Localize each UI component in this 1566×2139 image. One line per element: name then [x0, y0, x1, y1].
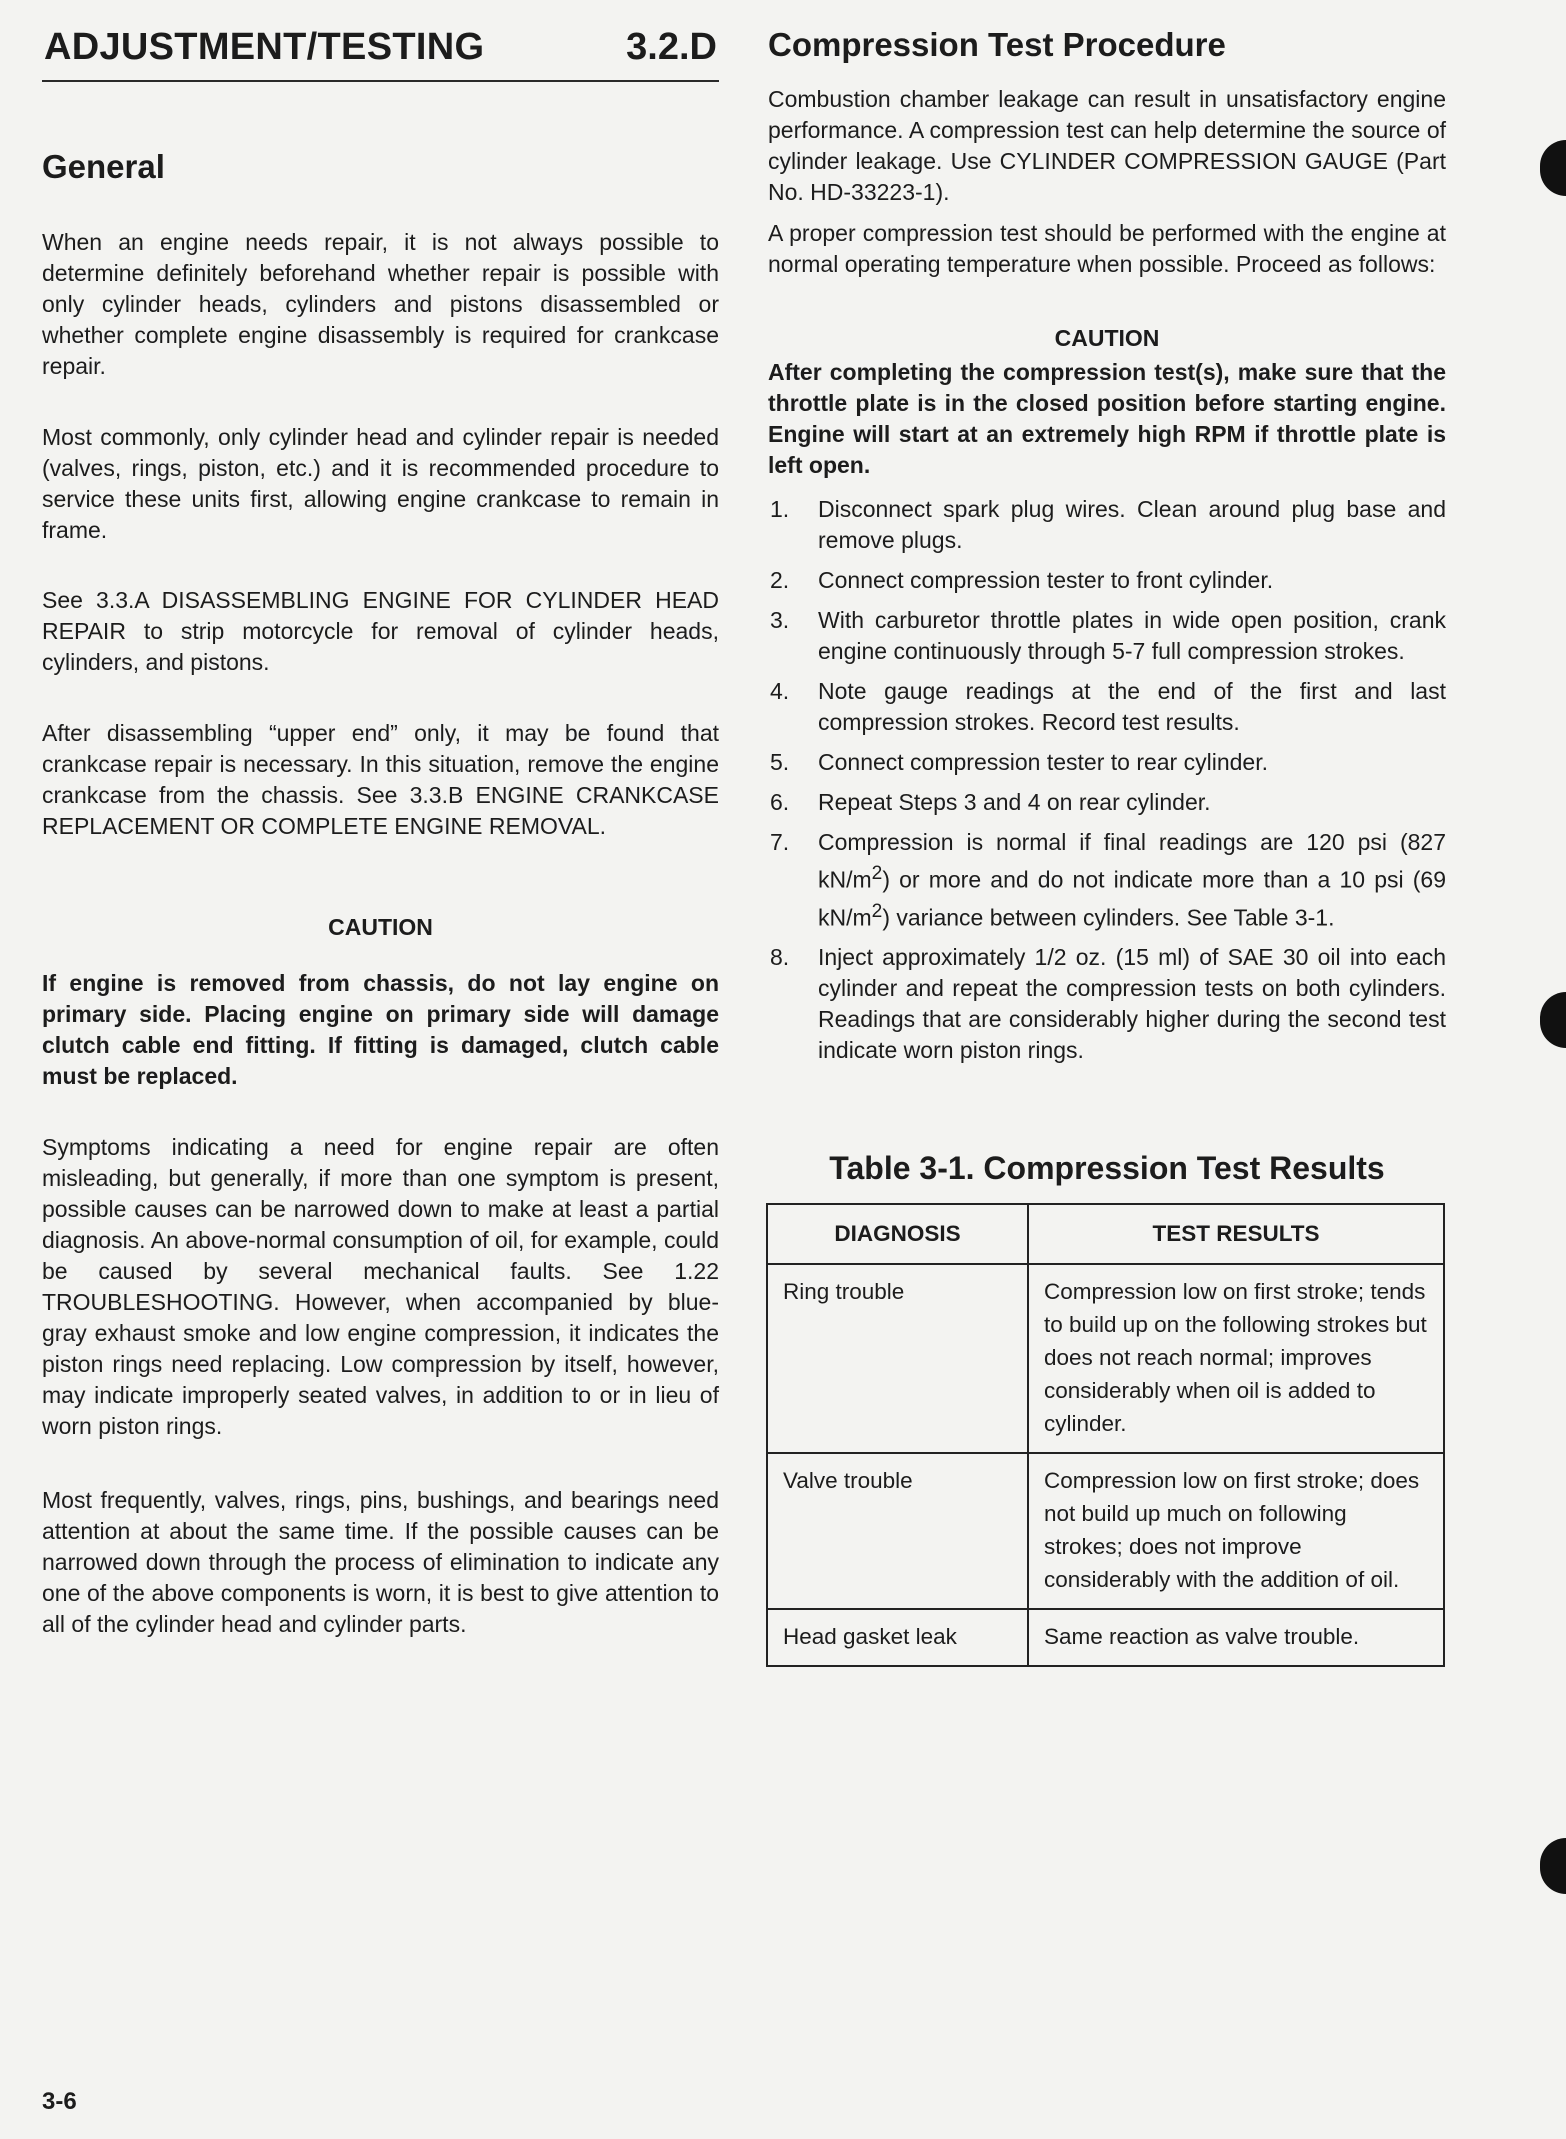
step-text: Compression is normal if final readings are 120 psi (827 kN/m: [818, 829, 1446, 893]
section-number: 3.2.D: [626, 26, 717, 68]
caution-text: After completing the compression test(s), make sure that the throttle plate is in the closed position before starting engine. Engine will start at an extremely high RPM if throttle plate is left open.: [768, 359, 1446, 478]
procedure-step: [768, 827, 1446, 933]
index-tab-mark: [1540, 1838, 1566, 1894]
procedure-step: [768, 565, 1446, 596]
step-text: Note gauge readings at the end of the first and last compression strokes. Record test results.: [818, 678, 1446, 735]
table-row: [767, 1609, 1444, 1666]
step-number: 6.: [770, 789, 790, 815]
general-paragraph: Most frequently, valves, rings, pins, bushings, and bearings need attention at about the same time. If the possible causes can be narrowed down through the process of elimination to indicate any one of the above components is worn, it is best to give attention to all of the cylinder head and cylinder parts.: [42, 1487, 719, 1637]
step-number: 1.: [770, 496, 790, 522]
general-paragraph: See 3.3.A DISASSEMBLING ENGINE FOR CYLINDER HEAD REPAIR to strip motorcycle for removal of cylinder heads, cylinders, and pistons.: [42, 587, 719, 675]
page-header: [42, 26, 719, 82]
compression-results-table: [766, 1203, 1445, 1667]
result-cell: Compression low on first stroke; tends to build up on the following strokes but does not reach normal; improves considerably when oil is added to cylinder.: [1028, 1264, 1444, 1453]
general-paragraph: Most commonly, only cylinder head and cylinder repair is needed (valves, rings, piston, etc.) and it is recommended procedure to service these units first, allowing engine crankcase to remain in frame.: [42, 424, 719, 543]
compression-intro: A proper compression test should be performed with the engine at normal operating temperature when possible. Proceed as follows:: [768, 220, 1446, 277]
column-header-diagnosis: DIAGNOSIS: [767, 1204, 1028, 1264]
step-text: Connect compression tester to front cylinder.: [818, 567, 1274, 593]
caution-heading: CAUTION: [1054, 325, 1160, 351]
page-number: 3-6: [42, 2088, 77, 2115]
caution-heading: CAUTION: [328, 914, 433, 940]
procedure-step: [768, 605, 1446, 667]
step-text: Connect compression tester to rear cylinder.: [818, 749, 1268, 775]
general-paragraph: After disassembling “upper end” only, it may be found that crankcase repair is necessary. In this situation, remove the engine crankcase from the chassis. See 3.3.B ENGINE CRANKCASE REPLACEMENT OR COMPLETE ENGINE REMOVAL.: [42, 720, 719, 839]
superscript: 2: [871, 900, 883, 922]
step-number: 2.: [770, 567, 790, 593]
result-cell: Compression low on first stroke; does not build up much on following strokes; does not improve considerably with the addition of oil.: [1028, 1453, 1444, 1609]
superscript: 2: [871, 863, 883, 884]
caution-text: If engine is removed from chassis, do not lay engine on primary side. Placing engine on primary side will damage clutch cable end fitting. If fitting is damaged, clutch cable must be replaced.: [42, 970, 719, 1089]
column-header-test-results: TEST RESULTS: [1028, 1204, 1444, 1264]
table-header-row: [767, 1204, 1444, 1264]
general-paragraph: When an engine needs repair, it is not always possible to determine definitely beforehand whether repair is possible with only cylinder heads, cylinders and pistons disassembled or whether complete engine disassembly is required for crankcase repair.: [42, 229, 719, 379]
procedure-step: [768, 747, 1446, 778]
result-cell: Same reaction as valve trouble.: [1028, 1609, 1444, 1666]
procedure-step: [768, 676, 1446, 738]
step-text: ) or more and do not indicate more than a 10 psi (69 kN/m: [818, 866, 1446, 931]
section-title: ADJUSTMENT/TESTING: [44, 26, 485, 68]
table-title: Table 3-1. Compression Test Results: [829, 1150, 1385, 1186]
step-text: Inject approximately 1/2 oz. (15 ml) of SAE 30 oil into each cylinder and repeat the compression tests on both cylinders. Readings that are considerably higher during the second test indicate worn piston rings.: [818, 944, 1446, 1064]
step-text: With carburetor throttle plates in wide open position, crank engine continuously through 5-7 full compression strokes.: [818, 607, 1446, 664]
index-tab-mark: [1540, 140, 1566, 196]
diagnosis-cell: Valve trouble: [767, 1453, 1028, 1609]
diagnosis-cell: Ring trouble: [767, 1264, 1028, 1453]
step-text: Disconnect spark plug wires. Clean around plug base and remove plugs.: [818, 496, 1446, 553]
general-paragraph: Symptoms indicating a need for engine repair are often misleading, but generally, if more than one symptom is present, possible causes can be narrowed down to make at least a partial diagnosis. An above-normal consumption of oil, for example, could be caused by several mechanical faults. See 1.22 TROUBLESHOOTING. However, when accompanied by blue-gray exhaust smoke and low engine compression, it indicates the piston rings need replacing. Low compression by itself, however, may indicate improperly seated valves, in addition to or in lieu of worn piston rings.: [42, 1134, 719, 1439]
general-heading: General: [42, 148, 165, 185]
procedure-steps: [768, 494, 1446, 1075]
step-number: 5.: [770, 749, 790, 775]
procedure-step: [768, 787, 1446, 818]
table-row: [767, 1264, 1444, 1453]
step-text: ) variance between cylinders. See Table 3-1.: [882, 904, 1335, 931]
step-number: 8.: [770, 944, 790, 971]
step-number: 7.: [770, 829, 790, 855]
table-row: [767, 1453, 1444, 1609]
step-number: 4.: [770, 678, 790, 704]
compression-intro: Combustion chamber leakage can result in unsatisfactory engine performance. A compression test can help determine the source of cylinder leakage. Use CYLINDER COMPRESSION GAUGE (Part No. HD-33223-1).: [768, 86, 1446, 205]
diagnosis-cell: Head gasket leak: [767, 1609, 1028, 1666]
compression-heading: Compression Test Procedure: [768, 26, 1226, 63]
procedure-step: [768, 494, 1446, 556]
step-text: Repeat Steps 3 and 4 on rear cylinder.: [818, 789, 1211, 815]
procedure-step: [768, 942, 1446, 1066]
step-number: 3.: [770, 607, 790, 633]
index-tab-mark: [1540, 992, 1566, 1048]
